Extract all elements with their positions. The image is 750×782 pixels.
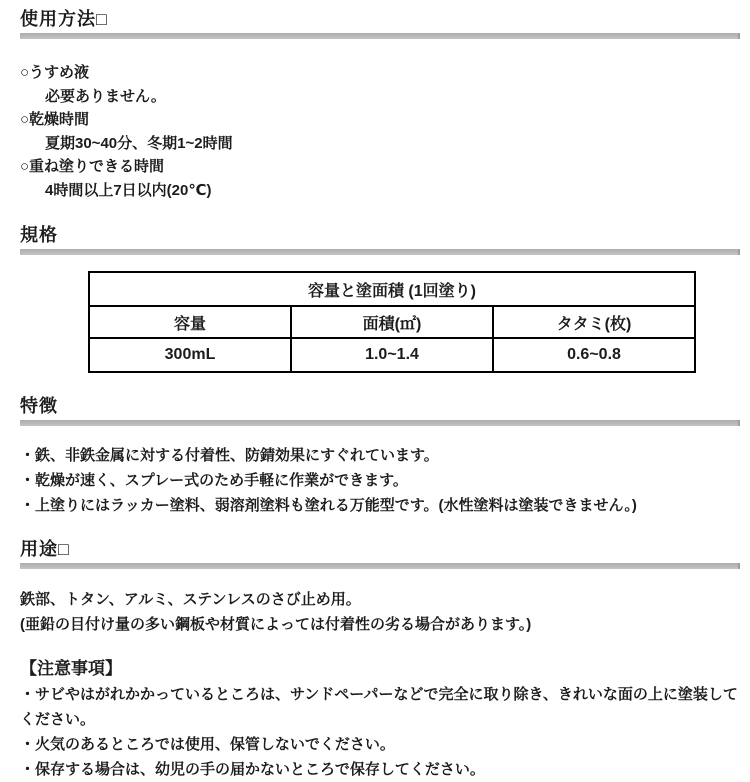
usage-list bbox=[20, 61, 740, 202]
spec-cell-capacity: 300mL bbox=[89, 338, 291, 372]
uses-line-note: (亜鉛の目付け量の多い鋼板や材質によっては付着性の劣る場合があります。) bbox=[20, 616, 532, 633]
uses-section-title: 用途□ bbox=[20, 539, 70, 559]
feature-bullet-topcoat: ・上塗りにはラッカー塗料、弱溶剤塗料も塗れる万能型です。(水性塗料は塗装できません。) bbox=[20, 497, 637, 514]
uses-line-targets: 鉄部、トタン、アルミ、ステンレスのさび止め用。 bbox=[20, 591, 361, 608]
spec-header-capacity: 容量 bbox=[89, 306, 291, 338]
feature-bullet-adhesion: ・鉄、非鉄金属に対する付着性、防錆効果にすぐれています。 bbox=[20, 447, 439, 464]
spec-header-tatami: タタミ(枚) bbox=[493, 306, 695, 338]
caution-bullet-fire: ・火気のあるところでは使用、保管しないでください。 bbox=[20, 736, 395, 753]
usage-divider-bar bbox=[20, 33, 740, 39]
spec-table-header-row bbox=[89, 306, 695, 338]
spec-table bbox=[88, 271, 696, 373]
spec-divider-bar bbox=[20, 249, 740, 255]
usage-item-recoat-detail: 4時間以上7日以内(20℃) bbox=[45, 181, 212, 199]
spec-cell-tatami: 0.6~0.8 bbox=[493, 338, 695, 372]
usage-item-drytime-detail: 夏期30~40分、冬期1~2時間 bbox=[45, 134, 233, 152]
spec-table-caption-row bbox=[89, 272, 695, 306]
features-bullet-list bbox=[20, 443, 740, 518]
uses-divider-bar bbox=[20, 563, 740, 569]
section-usage bbox=[20, 8, 740, 202]
cautions-bullet-list bbox=[20, 682, 740, 782]
section-spec bbox=[20, 224, 740, 373]
usage-item-recoat-label: ○重ね塗りできる時間 bbox=[20, 158, 165, 175]
usage-item-thinner-detail: 必要ありません。 bbox=[45, 87, 166, 105]
cautions-title: 【注意事項】 bbox=[20, 659, 122, 678]
section-uses bbox=[20, 538, 740, 637]
uses-lines bbox=[20, 587, 740, 637]
spec-section-title: 規格 bbox=[20, 225, 58, 245]
spec-cell-area: 1.0~1.4 bbox=[291, 338, 493, 372]
features-divider-bar bbox=[20, 420, 740, 426]
usage-section-title: 使用方法□ bbox=[20, 9, 108, 29]
features-section-title: 特徴 bbox=[20, 396, 58, 416]
usage-item-thinner-label: ○うすめ液 bbox=[20, 64, 90, 81]
feature-bullet-spray: ・乾燥が速く、スプレー式のため手軽に作業ができます。 bbox=[20, 472, 408, 489]
caution-bullet-sanding: ・サビやはがれかかっているところは、サンドペーパーなどで完全に取り除き、きれいな面の上に塗装してください。 bbox=[20, 686, 738, 728]
spec-table-caption: 容量と塗面積 (1回塗り) bbox=[89, 272, 695, 306]
section-cautions bbox=[20, 657, 740, 782]
caution-bullet-storage: ・保存する場合は、幼児の手の届かないところで保存してください。 bbox=[20, 761, 485, 778]
section-features bbox=[20, 395, 740, 518]
spec-table-data-row bbox=[89, 338, 695, 372]
spec-header-area: 面積(㎡) bbox=[291, 306, 493, 338]
usage-item-drytime-label: ○乾燥時間 bbox=[20, 111, 90, 128]
